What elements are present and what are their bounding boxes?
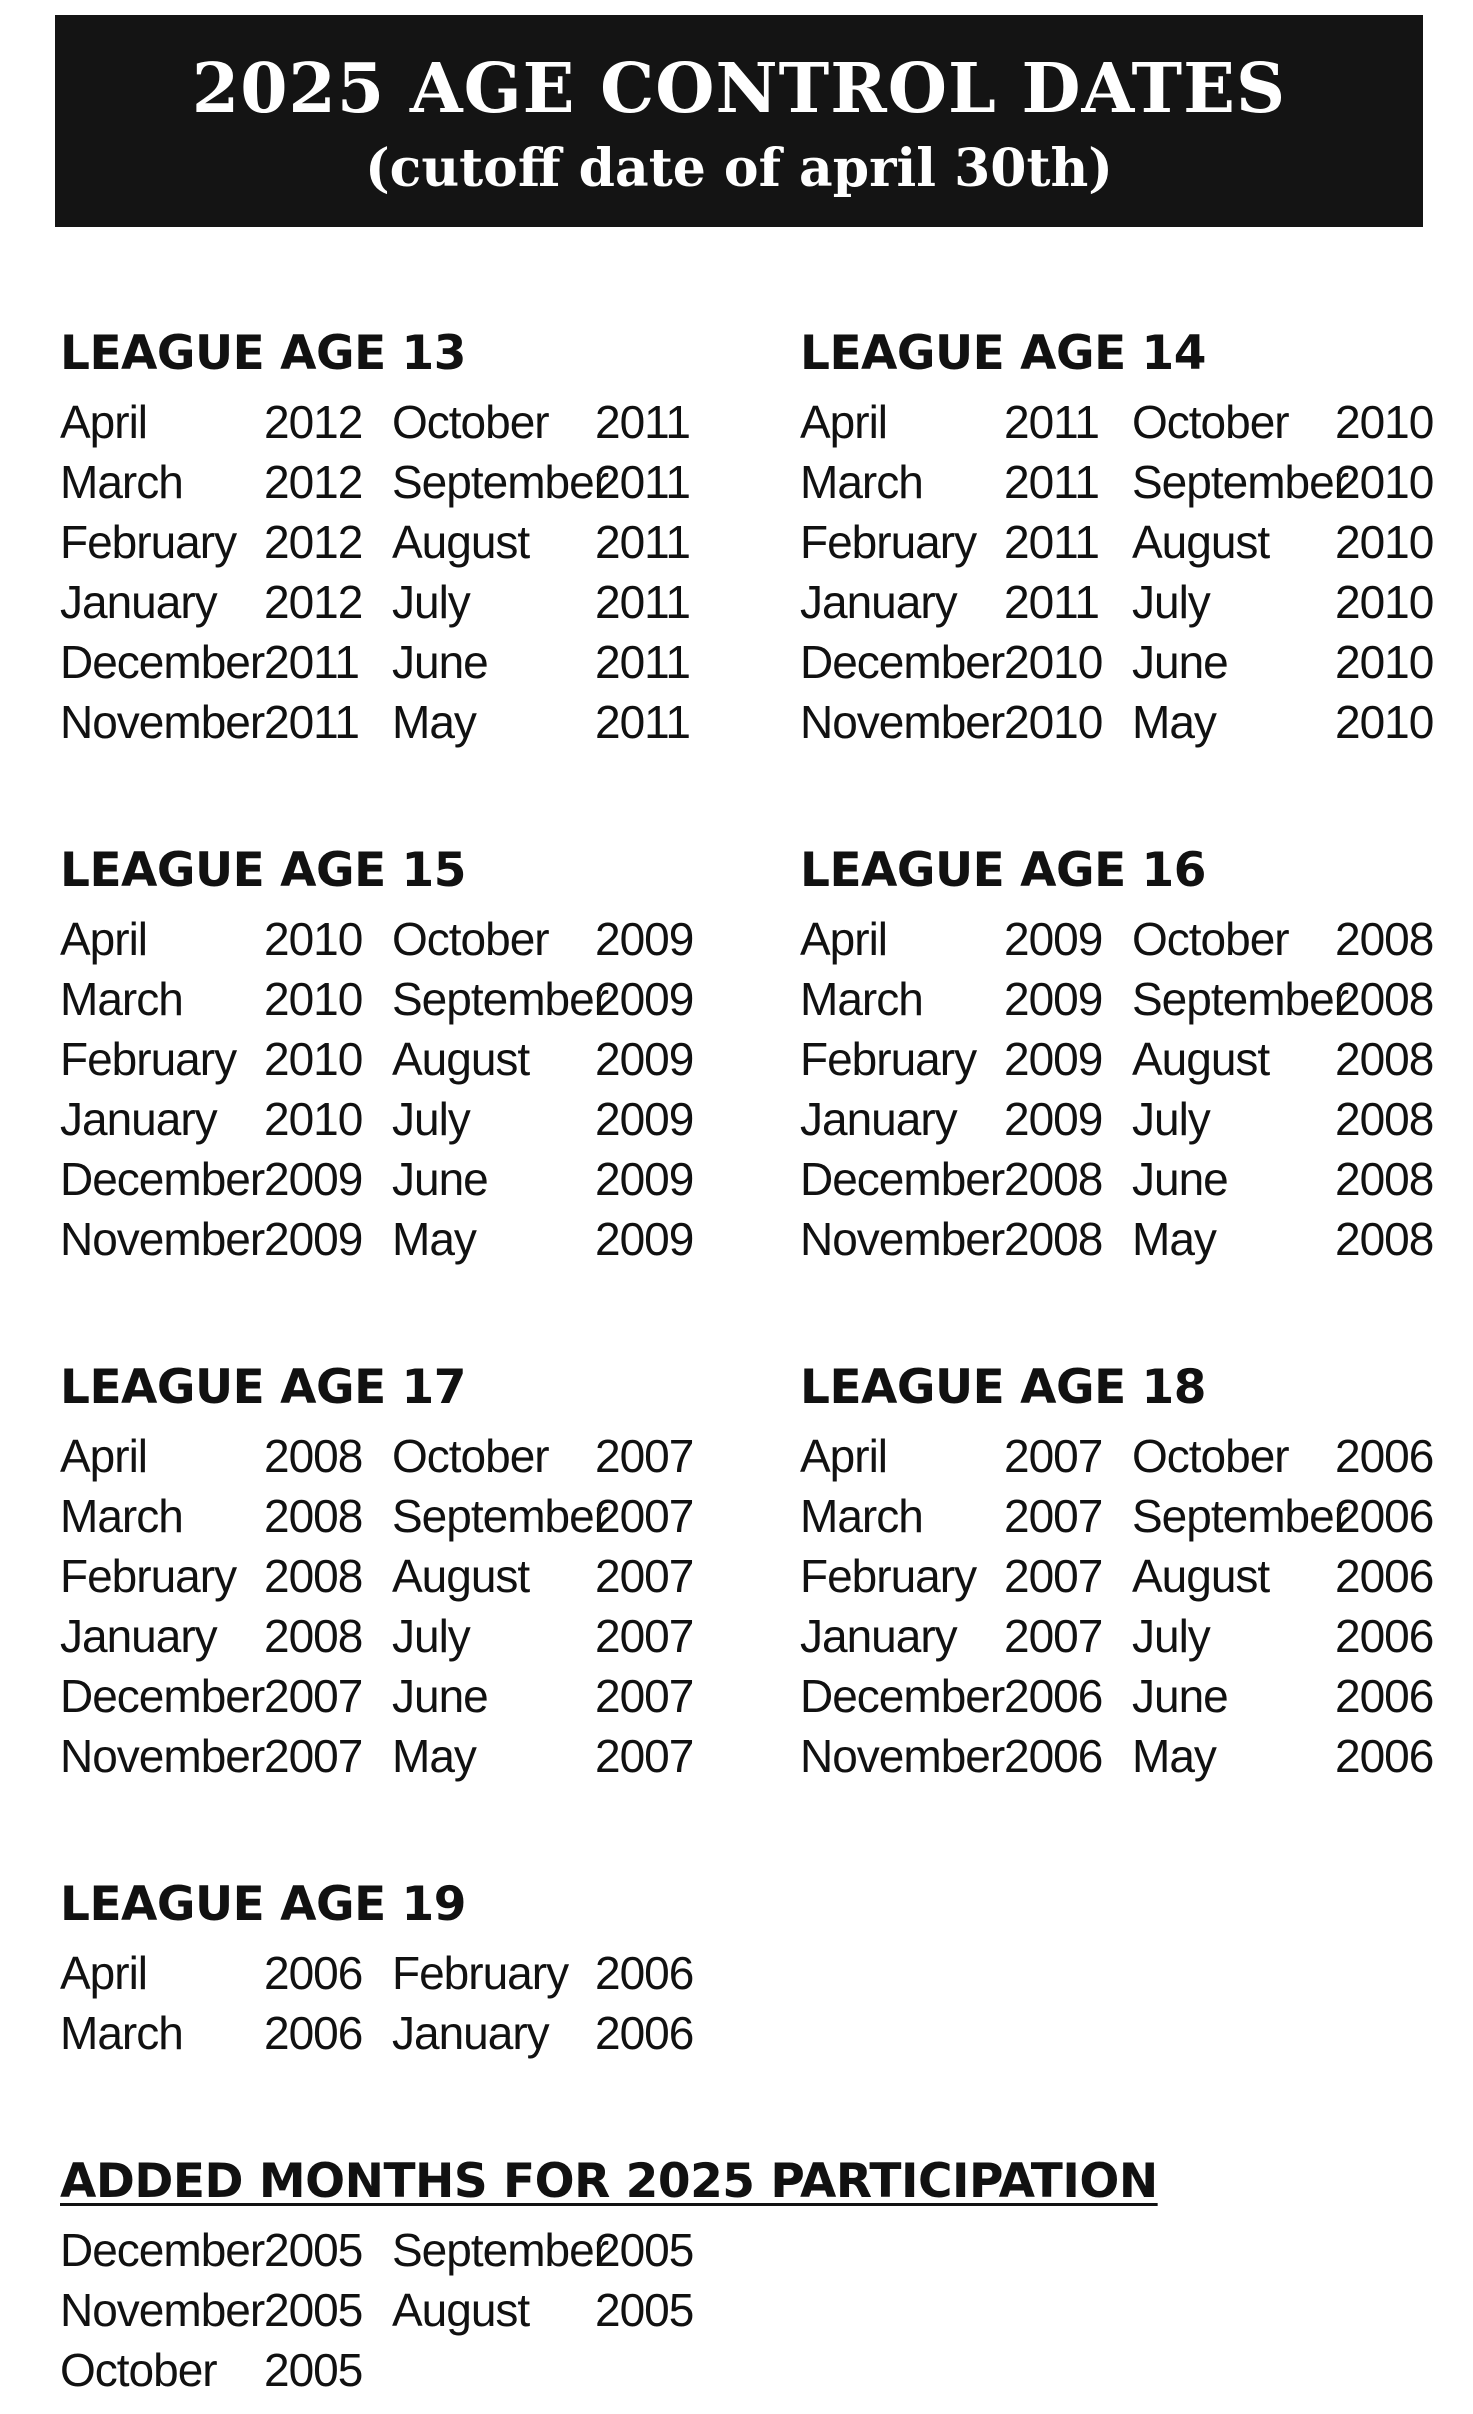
date-row [60,1726,760,1786]
year-value: 2008 [1335,1213,1434,1265]
year-value: 2009 [595,1093,694,1145]
date-row [800,969,1473,1029]
section-title: LEAGUE AGE 18 [800,1360,1206,1415]
section-title: LEAGUE AGE 16 [800,843,1206,898]
date-row [800,452,1473,512]
month-label: March [60,2007,183,2059]
date-row [60,969,760,1029]
date-row [60,1029,760,1089]
month-label: November [60,1730,265,1782]
month-label: October [392,396,549,448]
month-label: April [60,913,148,965]
month-label: August [392,1033,530,1085]
month-label: October [60,2344,217,2396]
section-league-age-16 [800,843,1473,1269]
section-title: LEAGUE AGE 14 [800,326,1206,381]
month-label: February [60,1550,237,1602]
section-added-months [60,2154,1158,2400]
month-label: April [60,1430,148,1482]
month-label: July [392,576,470,628]
date-row [60,2003,760,2063]
year-value: 2006 [595,1947,694,1999]
year-value: 2006 [1335,1730,1434,1782]
year-value: 2010 [264,913,363,965]
year-value: 2009 [264,1153,363,1205]
month-label: May [392,696,476,748]
month-label: September [1132,456,1349,508]
date-row [800,1606,1473,1666]
section-league-age-14 [800,326,1473,752]
month-label: December [60,636,265,688]
month-label: February [800,516,977,568]
month-label: October [1132,913,1289,965]
month-label: June [392,1670,488,1722]
month-label: December [60,2224,265,2276]
date-row [800,1149,1473,1209]
year-value: 2006 [1335,1430,1434,1482]
year-value: 2005 [264,2224,363,2276]
month-label: June [392,1153,488,1205]
date-row [60,909,760,969]
month-label: April [60,1947,148,1999]
month-label: September [392,973,609,1025]
month-label: December [60,1670,265,1722]
month-label: March [60,1490,183,1542]
section-league-age-17 [60,1360,760,1786]
year-value: 2009 [264,1213,363,1265]
year-value: 2006 [264,2007,363,2059]
month-label: December [800,1153,1005,1205]
month-label: June [1132,636,1228,688]
year-value: 2007 [1004,1430,1103,1482]
month-label: April [800,913,888,965]
month-label: January [800,1610,957,1662]
date-row [60,1426,760,1486]
date-row [60,2280,1060,2340]
month-label: November [60,2284,265,2336]
year-value: 2009 [595,1153,694,1205]
month-label: November [800,1730,1005,1782]
date-row [800,1029,1473,1089]
year-value: 2008 [264,1490,363,1542]
year-value: 2006 [1004,1670,1103,1722]
date-row [60,1546,760,1606]
year-value: 2007 [1004,1490,1103,1542]
date-row [60,512,760,572]
month-label: May [1132,696,1216,748]
month-label: April [60,396,148,448]
year-value: 2008 [1335,973,1434,1025]
year-value: 2010 [1335,396,1434,448]
year-value: 2006 [1335,1670,1434,1722]
year-value: 2008 [1335,1153,1434,1205]
year-value: 2011 [1004,576,1099,628]
year-value: 2010 [264,1093,363,1145]
month-label: February [800,1550,977,1602]
date-row [60,2220,1060,2280]
year-value: 2011 [264,696,359,748]
year-value: 2009 [1004,913,1103,965]
section-league-age-13 [60,326,760,752]
month-label: September [392,2224,609,2276]
year-value: 2009 [595,1213,694,1265]
month-label: March [800,1490,923,1542]
year-value: 2007 [264,1670,363,1722]
month-label: September [1132,1490,1349,1542]
date-row [800,1546,1473,1606]
date-row [60,632,760,692]
month-label: August [392,2284,530,2336]
month-label: August [1132,516,1270,568]
date-row [60,1209,760,1269]
year-value: 2008 [1004,1153,1103,1205]
month-label: June [1132,1153,1228,1205]
year-value: 2011 [595,636,690,688]
year-value: 2011 [595,696,690,748]
year-value: 2011 [595,576,690,628]
year-value: 2010 [264,1033,363,1085]
date-row [800,1666,1473,1726]
year-value: 2009 [1004,1033,1103,1085]
month-label: November [60,696,265,748]
month-label: August [1132,1550,1270,1602]
year-value: 2008 [264,1430,363,1482]
year-value: 2009 [595,1033,694,1085]
year-value: 2007 [595,1670,694,1722]
date-row [800,1486,1473,1546]
year-value: 2006 [1335,1490,1434,1542]
year-value: 2005 [595,2284,694,2336]
month-label: March [60,456,183,508]
year-value: 2010 [1335,636,1434,688]
month-label: January [60,1610,217,1662]
year-value: 2009 [1004,973,1103,1025]
section-title: LEAGUE AGE 15 [60,843,466,898]
month-label: February [800,1033,977,1085]
date-row [60,2340,1060,2400]
month-label: December [60,1153,265,1205]
year-value: 2012 [264,456,363,508]
year-value: 2006 [1004,1730,1103,1782]
year-value: 2010 [1335,696,1434,748]
month-label: October [392,913,549,965]
date-row [800,1726,1473,1786]
month-label: March [800,456,923,508]
date-row [800,1089,1473,1149]
date-row [800,1209,1473,1269]
year-value: 2011 [595,516,690,568]
month-label: June [392,636,488,688]
date-row [60,1606,760,1666]
month-label: November [60,1213,265,1265]
month-label: September [392,1490,609,1542]
section-title: ADDED MONTHS FOR 2025 PARTICIPATION [60,2154,1158,2209]
section-title: LEAGUE AGE 19 [60,1877,466,1932]
year-value: 2007 [1004,1550,1103,1602]
month-label: February [60,516,237,568]
year-value: 2008 [1335,1033,1434,1085]
header-banner [55,15,1423,227]
year-value: 2012 [264,576,363,628]
date-row [60,452,760,512]
month-label: November [800,1213,1005,1265]
month-label: June [1132,1670,1228,1722]
month-label: December [800,636,1005,688]
year-value: 2009 [595,973,694,1025]
year-value: 2009 [595,913,694,965]
month-label: February [392,1947,569,1999]
year-value: 2008 [264,1610,363,1662]
year-value: 2007 [264,1730,363,1782]
year-value: 2011 [1004,396,1099,448]
month-label: March [60,973,183,1025]
month-label: November [800,696,1005,748]
month-label: August [1132,1033,1270,1085]
section-title: LEAGUE AGE 13 [60,326,466,381]
date-row [800,692,1473,752]
month-label: October [1132,1430,1289,1482]
month-label: January [392,2007,549,2059]
year-value: 2010 [1335,576,1434,628]
year-value: 2011 [595,456,690,508]
month-label: April [800,396,888,448]
month-label: April [800,1430,888,1482]
year-value: 2006 [595,2007,694,2059]
date-row [60,392,760,452]
year-value: 2006 [264,1947,363,1999]
year-value: 2010 [1335,516,1434,568]
month-label: August [392,1550,530,1602]
year-value: 2007 [1004,1610,1103,1662]
month-label: January [800,576,957,628]
year-value: 2008 [1004,1213,1103,1265]
month-label: July [1132,1610,1210,1662]
year-value: 2009 [1004,1093,1103,1145]
month-label: July [1132,576,1210,628]
month-label: July [1132,1093,1210,1145]
date-row [60,1149,760,1209]
date-row [800,572,1473,632]
year-value: 2007 [595,1490,694,1542]
year-value: 2007 [595,1610,694,1662]
year-value: 2005 [264,2344,363,2396]
year-value: 2005 [595,2224,694,2276]
section-title: LEAGUE AGE 17 [60,1360,466,1415]
date-row [800,632,1473,692]
year-value: 2012 [264,516,363,568]
month-label: September [392,456,609,508]
month-label: December [800,1670,1005,1722]
year-value: 2011 [264,636,359,688]
year-value: 2008 [264,1550,363,1602]
date-row [60,1486,760,1546]
year-value: 2010 [1004,696,1103,748]
page-title: 2025 AGE CONTROL DATES [191,49,1287,129]
year-value: 2010 [1335,456,1434,508]
month-label: March [800,973,923,1025]
year-value: 2007 [595,1430,694,1482]
year-value: 2010 [264,973,363,1025]
year-value: 2006 [1335,1610,1434,1662]
year-value: 2007 [595,1550,694,1602]
month-label: October [1132,396,1289,448]
month-label: September [1132,973,1349,1025]
month-label: May [1132,1213,1216,1265]
page-subtitle: (cutoff date of april 30th) [365,138,1113,199]
section-league-age-19 [60,1877,760,2063]
year-value: 2008 [1335,1093,1434,1145]
year-value: 2011 [1004,456,1099,508]
date-row [60,692,760,752]
date-row [800,392,1473,452]
date-row [60,1089,760,1149]
month-label: July [392,1093,470,1145]
month-label: May [1132,1730,1216,1782]
month-label: July [392,1610,470,1662]
date-row [60,1666,760,1726]
month-label: August [392,516,530,568]
month-label: January [60,576,217,628]
year-value: 2010 [1004,636,1103,688]
month-label: February [60,1033,237,1085]
year-value: 2006 [1335,1550,1434,1602]
month-label: January [800,1093,957,1145]
year-value: 2011 [1004,516,1099,568]
date-row [800,1426,1473,1486]
date-row [800,909,1473,969]
year-value: 2011 [595,396,690,448]
year-value: 2007 [595,1730,694,1782]
month-label: October [392,1430,549,1482]
section-league-age-15 [60,843,760,1269]
year-value: 2008 [1335,913,1434,965]
year-value: 2012 [264,396,363,448]
month-label: January [60,1093,217,1145]
year-value: 2005 [264,2284,363,2336]
date-row [800,512,1473,572]
date-row [60,572,760,632]
date-row [60,1943,760,2003]
section-league-age-18 [800,1360,1473,1786]
month-label: May [392,1730,476,1782]
month-label: May [392,1213,476,1265]
